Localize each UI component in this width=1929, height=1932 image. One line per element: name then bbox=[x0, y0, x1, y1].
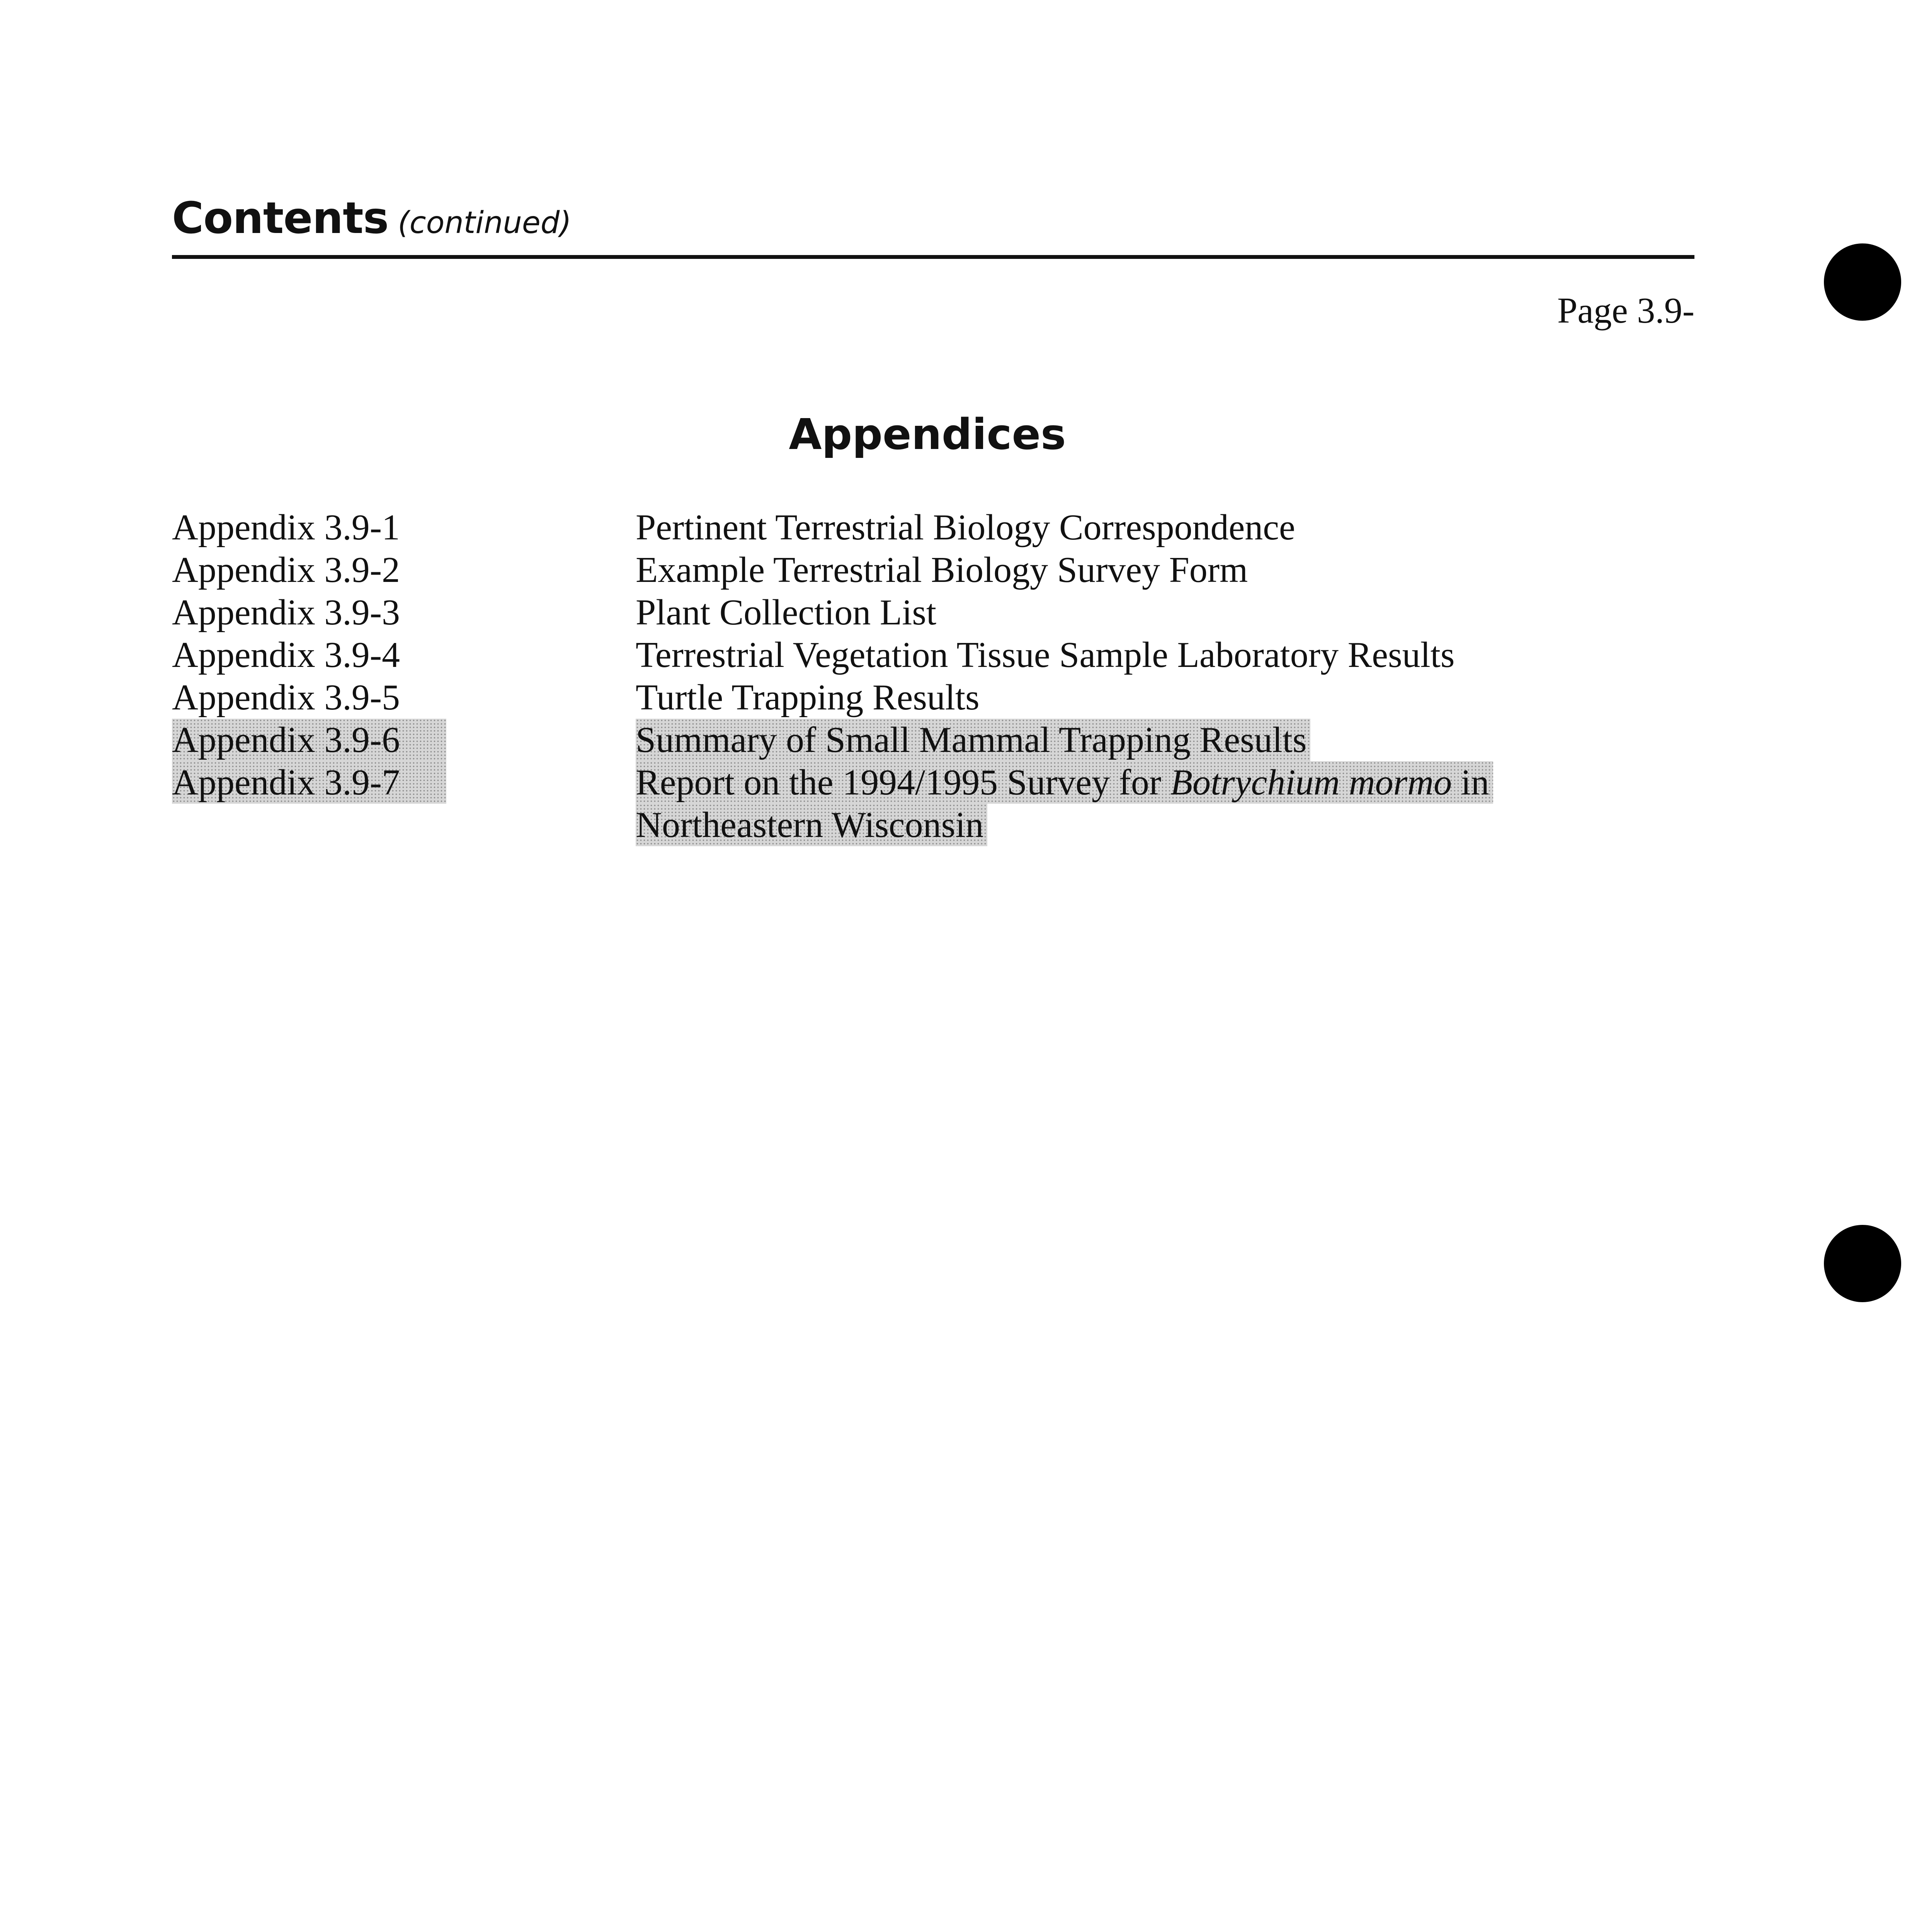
list-item bbox=[172, 506, 1563, 549]
list-item-highlighted bbox=[172, 719, 1563, 761]
appendix-id: Appendix 3.9-7 bbox=[172, 761, 446, 804]
appendix-title-line-1 bbox=[636, 761, 1493, 804]
header-divider bbox=[172, 255, 1694, 259]
page-header bbox=[172, 193, 1694, 243]
list-item bbox=[172, 591, 1563, 634]
list-item bbox=[172, 676, 1563, 719]
appendix-title: Pertinent Terrestrial Biology Correspondence bbox=[636, 507, 1295, 548]
list-item bbox=[172, 634, 1563, 676]
appendix-title: Turtle Trapping Results bbox=[636, 677, 980, 718]
appendix-title-part-2: in bbox=[1461, 762, 1489, 803]
section-heading: Appendices bbox=[789, 410, 1066, 459]
binder-hole-top bbox=[1824, 243, 1901, 321]
appendix-id: Appendix 3.9-1 bbox=[172, 507, 400, 548]
appendix-id: Appendix 3.9-6 bbox=[172, 719, 446, 761]
page-reference: Page 3.9- bbox=[1557, 291, 1694, 331]
list-item-highlighted bbox=[172, 761, 1563, 846]
appendix-id: Appendix 3.9-5 bbox=[172, 677, 400, 718]
species-name: Botrychium mormo bbox=[1170, 762, 1452, 803]
appendix-title-part-1: Report on the 1994/1995 Survey for bbox=[636, 762, 1162, 803]
appendix-title: Plant Collection List bbox=[636, 592, 937, 633]
appendix-title: Terrestrial Vegetation Tissue Sample Laboratory Results bbox=[636, 635, 1455, 675]
appendix-list bbox=[172, 506, 1563, 846]
binder-hole-middle bbox=[1824, 1225, 1901, 1302]
appendix-title: Summary of Small Mammal Trapping Results bbox=[636, 719, 1310, 761]
appendix-title-line-2: Northeastern Wisconsin bbox=[636, 804, 987, 846]
appendix-id: Appendix 3.9-3 bbox=[172, 592, 400, 633]
list-item bbox=[172, 549, 1563, 591]
appendix-title: Example Terrestrial Biology Survey Form bbox=[636, 550, 1248, 590]
appendix-id: Appendix 3.9-2 bbox=[172, 550, 400, 590]
header-subtitle: (continued) bbox=[398, 206, 572, 240]
appendix-id: Appendix 3.9-4 bbox=[172, 635, 400, 675]
header-title: Contents bbox=[172, 193, 389, 243]
